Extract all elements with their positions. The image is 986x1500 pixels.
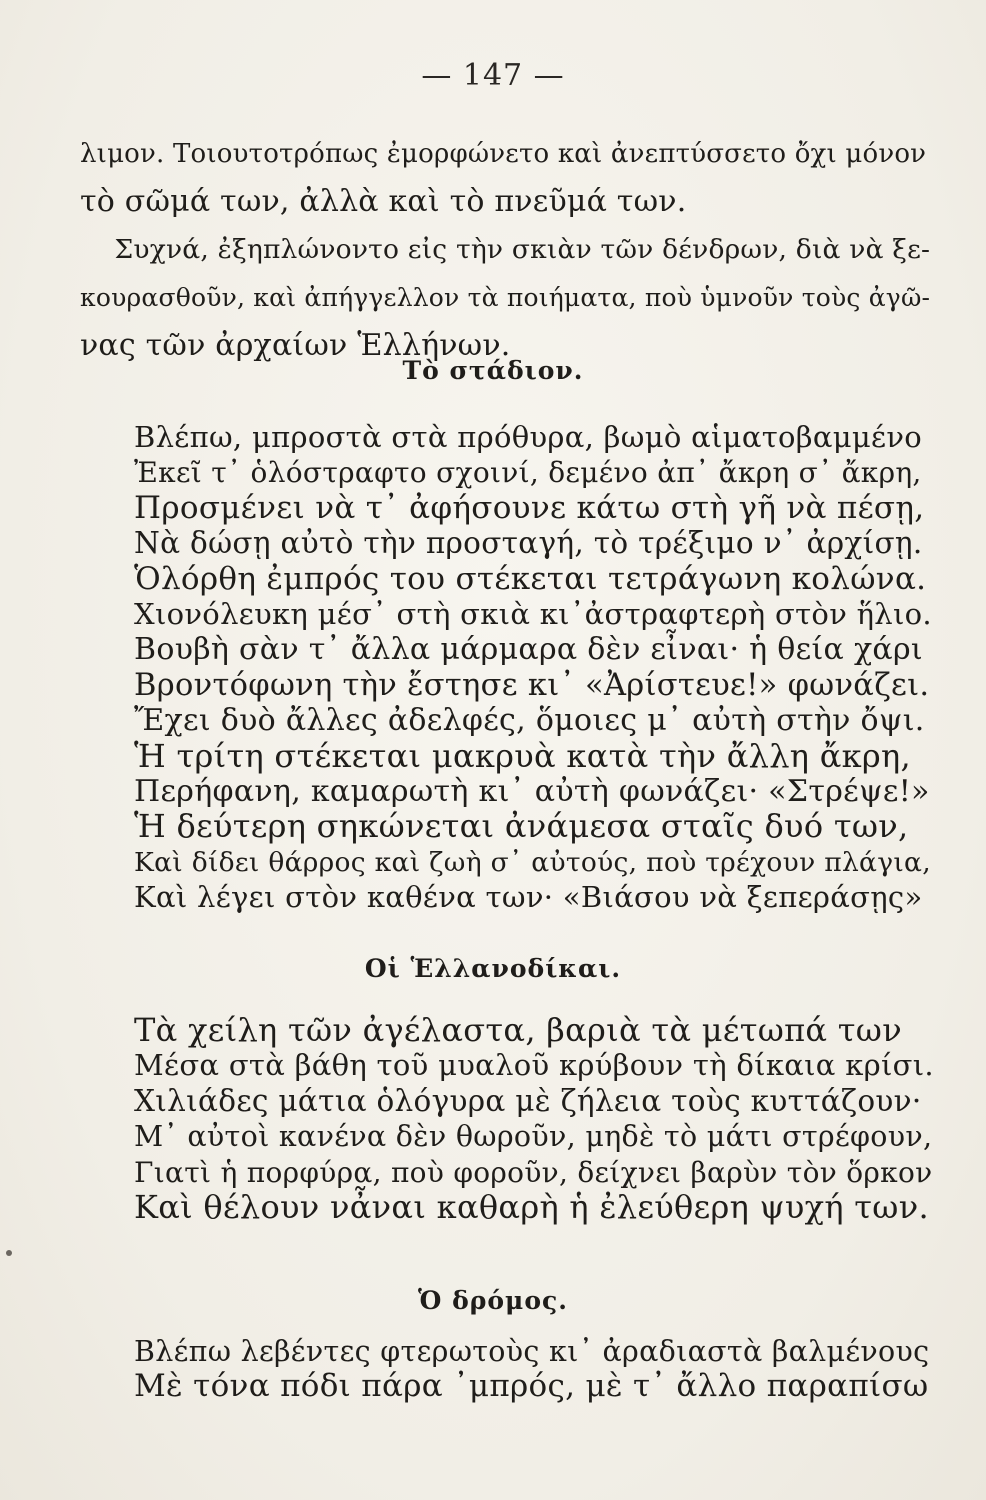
verse-line: Χιλιάδες μάτια ὁλόγυρα μὲ ζήλεια τοὺς κυττάζουν· (134, 1083, 922, 1118)
verse-line: Βλέπω λεβέντες φτερωτοὺς κι᾽ ἀραδιαστὰ βαλμένους (134, 1335, 930, 1368)
verse-line: Τὰ χείλη τῶν ἀγέλαστα, βαριὰ τὰ μέτωπά των (134, 1011, 902, 1049)
section-heading-race: Ὁ δρόμος. (418, 1286, 568, 1315)
section-heading-judges: Οἱ Ἑλλανοδίκαι. (364, 954, 622, 983)
text-line: Συχνά, ἐξηπλώνοντο εἰς τὴν σκιὰν τῶν δένδρων, διὰ νὰ ξε- (80, 234, 931, 265)
section-heading-stadium: Τὸ στάδιον. (402, 356, 584, 385)
verse-line: Γιατὶ ἡ πορφύρα, ποὺ φοροῦν, δείχνει βαρὺν τὸν ὅρκον (134, 1155, 933, 1189)
verse-line: Νὰ δώσῃ αὐτὸ τὴν προσταγή, τὸ τρέξιμο ν᾽ ἀρχίσῃ. (134, 526, 923, 561)
verse-line: Ἔχει δυὸ ἄλλες ἀδελφές, ὅμοιες μ᾽ αὐτὴ στὴν ὄψι. (134, 703, 925, 739)
text-line: κουρασθοῦν, καὶ ἀπήγγελλον τὰ ποιήματα, ποὺ ὑμνοῦν τοὺς ἀγῶ- (80, 283, 931, 312)
verse-line: Καὶ δίδει θάρρος καὶ ζωὴ σ᾽ αὐτούς, ποὺ τρέχουν πλάγια, (134, 846, 931, 878)
text-line: τὸ σῶμά των, ἀλλὰ καὶ τὸ πνεῦμά των. (80, 184, 687, 219)
verse-line: Μὲ τόνα πόδι πάρα ᾽μπρός, μὲ τ᾽ ἄλλο παραπίσω (134, 1368, 929, 1405)
verse-line: Μέσα στὰ βάθη τοῦ μυαλοῦ κρύβουν τὴ δίκαια κρίσι. (134, 1048, 934, 1083)
verse-line: Βουβὴ σὰν τ᾽ ἄλλα μάρμαρα δὲν εἶναι· ἡ θεία χάρι (134, 632, 923, 668)
verse-line: Ἡ δεύτερη σηκώνεται ἀνάμεσα σταῖς δυό των, (134, 807, 909, 846)
verse-line: Καὶ λέγει στὸν καθένα των· «Βιάσου νὰ ξεπεράσῃς» (134, 880, 923, 915)
verse-line: Βλέπω, μπροστὰ στὰ πρόθυρα, βωμὸ αἱματοβαμμένο (134, 420, 923, 454)
verse-line: Καὶ θέλουν νἆναι καθαρὴ ἡ ἐλεύθερη ψυχή των. (134, 1188, 929, 1227)
page-number: — 147 — (421, 58, 565, 93)
poem-race (134, 1334, 934, 1405)
poem-stadium (134, 420, 934, 916)
verse-line: Ἡ τρίτη στέκεται μακρυὰ κατὰ τὴν ἄλλη ἄκρη, (134, 736, 911, 775)
text-line: νας τῶν ἀρχαίων Ἑλλήνων. (80, 328, 511, 363)
text-line: λιμον. Τοιουτοτρόπως ἐμορφώνετο καὶ ἀνεπτύσσετο ὄχι μόνον (80, 139, 927, 169)
verse-line: Προσμένει νὰ τ᾽ ἀφήσουνε κάτω στὴ γῆ νὰ πέσῃ, (134, 489, 925, 526)
poem-judges (134, 1013, 934, 1225)
verse-line: Χιονόλευκη μέσ᾽ στὴ σκιὰ κι᾽ἀστραφτερὴ στὸν ἥλιο. (134, 597, 932, 632)
verse-line: Μ᾽ αὐτοὶ κανένα δὲν θωροῦν, μηδὲ τὸ μάτι στρέφουν, (134, 1120, 933, 1154)
verse-line: Ἐκεῖ τ᾽ ὁλόστραφτο σχοινί, δεμένο ἀπ᾽ ἄκρη σ᾽ ἄκρη, (134, 456, 922, 490)
ink-speck (6, 1250, 12, 1256)
intro-paragraph (80, 130, 930, 370)
verse-line: Βροντόφωνη τὴν ἔστησε κι᾽ «Ἀρίστευε!» φωνάζει. (134, 667, 930, 703)
verse-line: Περήφανη, καμαρωτὴ κι᾽ αὐτὴ φωνάζει· «Στρέψε!» (134, 774, 930, 810)
verse-line: Ὁλόρθη ἐμπρός του στέκεται τετράγωνη κολώνα. (134, 560, 927, 597)
